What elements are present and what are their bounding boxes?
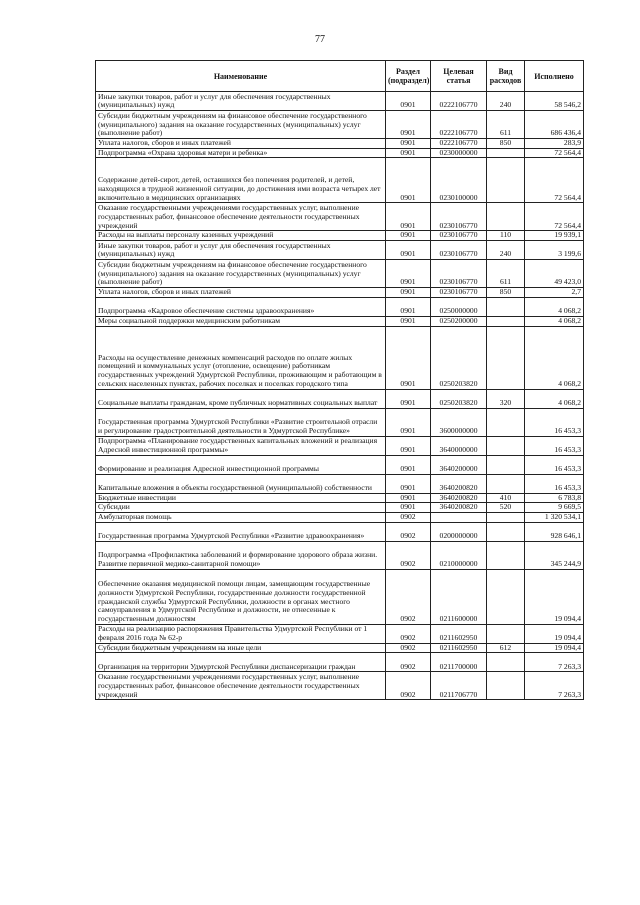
row-section: 0901 [386,326,431,389]
row-kind [487,474,525,493]
row-kind [487,624,525,643]
row-amount: 19 094,4 [525,569,584,624]
row-amount: 19 094,4 [525,643,584,653]
row-name: Государственная программа Удмуртской Республики «Развитие строительной отрасли и регулирование градостроительной деятельности в Удмуртской Республике» [96,408,386,436]
row-kind: 611 [487,260,525,288]
table-row [96,672,584,700]
table-row [96,148,584,158]
row-kind [487,408,525,436]
row-section: 0902 [386,541,431,569]
row-amount: 6 783,8 [525,493,584,503]
row-section: 0901 [386,111,431,139]
row-section: 0901 [386,148,431,158]
row-name: Подпрограмма «Планирование государственных капитальных вложений и реализация Адресной инвестиционной программы» [96,436,386,455]
row-section: 0901 [386,316,431,326]
row-amount: 3 199,6 [525,241,584,260]
row-target: 3640200820 [431,474,487,493]
row-name: Государственная программа Удмуртской Республики «Развитие здравоохранения» [96,522,386,541]
row-amount: 7 263,3 [525,653,584,672]
row-amount: 19 094,4 [525,624,584,643]
table-row [96,522,584,541]
row-kind [487,436,525,455]
row-section: 0901 [386,503,431,513]
row-section: 0902 [386,569,431,624]
row-kind: 110 [487,231,525,241]
row-section: 0902 [386,512,431,522]
row-section: 0902 [386,624,431,643]
table-row [96,624,584,643]
row-kind [487,326,525,389]
row-amount: 58 546,2 [525,92,584,111]
row-name: Иные закупки товаров, работ и услуг для обеспечения государственных (муниципальных) нужд [96,92,386,111]
table-row [96,503,584,513]
header-amount: Исполнено [525,61,584,92]
table-row [96,512,584,522]
row-name: Оказание государственными учреждениями государственных услуг, выполнение государственных работ, финансовое обеспечение деятельности государственных учреждений [96,672,386,700]
row-amount: 283,9 [525,139,584,149]
row-section: 0901 [386,493,431,503]
row-section: 0901 [386,158,431,203]
row-section: 0901 [386,455,431,474]
row-name: Расходы на выплаты персоналу казенных учреждений [96,231,386,241]
row-kind [487,455,525,474]
row-section: 0901 [386,139,431,149]
row-name: Меры социальной поддержки медицинским работникам [96,316,386,326]
row-name: Подпрограмма «Профилактика заболеваний и формирование здорового образа жизни. Развитие первичной медико-санитарной помощи» [96,541,386,569]
header-target: Целевая статья [431,61,487,92]
row-section: 0901 [386,474,431,493]
table-row [96,569,584,624]
row-name: Обеспечение оказания медицинской помощи лицам, замещающим государственные должности Удмуртской Республики, государственные должности государственной гражданской службы Удмуртской Республики, должности в органах местного самоуправления в Удмуртской Республике и должности, не отнесенные к государственным должностям [96,569,386,624]
table-row [96,474,584,493]
row-target: 3640200000 [431,455,487,474]
row-amount: 7 263,3 [525,672,584,700]
row-name: Уплата налогов, сборов и иных платежей [96,288,386,298]
row-section: 0901 [386,92,431,111]
row-target: 0230106770 [431,203,487,231]
row-name: Субсидии бюджетным учреждениям на иные цели [96,643,386,653]
row-amount: 686 436,4 [525,111,584,139]
row-section: 0901 [386,203,431,231]
row-target: 0222106770 [431,111,487,139]
table-row [96,241,584,260]
header-name: Наименование [96,61,386,92]
row-name: Субсидии бюджетным учреждениям на финансовое обеспечение государственного (муниципального) задания на оказание государственных (муниципальных) услуг (выполнение работ) [96,111,386,139]
row-kind: 850 [487,139,525,149]
row-name: Субсидии бюджетным учреждениям на финансовое обеспечение государственного (муниципального) задания на оказание государственных (муниципальных) услуг (выполнение работ) [96,260,386,288]
table-row [96,643,584,653]
row-amount: 4 068,2 [525,297,584,316]
row-kind: 611 [487,111,525,139]
row-name: Уплата налогов, сборов и иных платежей [96,139,386,149]
row-target: 0200000000 [431,522,487,541]
table-row [96,653,584,672]
table-row [96,408,584,436]
row-kind [487,541,525,569]
row-kind [487,158,525,203]
row-amount: 16 453,3 [525,408,584,436]
table-row [96,297,584,316]
row-amount: 4 068,2 [525,389,584,408]
header-section: Раздел (подраздел) [386,61,431,92]
budget-table [95,60,584,700]
table-row [96,389,584,408]
table-row [96,92,584,111]
row-target: 0211602950 [431,643,487,653]
row-section: 0901 [386,260,431,288]
table-row [96,455,584,474]
table-row [96,158,584,203]
row-amount: 4 068,2 [525,316,584,326]
row-target: 0250203820 [431,389,487,408]
row-target: 0222106770 [431,139,487,149]
row-name: Иные закупки товаров, работ и услуг для обеспечения государственных (муниципальных) нужд [96,241,386,260]
row-amount: 16 453,3 [525,455,584,474]
row-name: Расходы на осуществление денежных компенсаций расходов по оплате жилых помещений и коммунальных услуг (отопление, освещение) работникам государственных учреждений Удмуртской Республики, проживающим и работающим в сельских населенных пунктах, рабочих поселках и поселках городского типа [96,326,386,389]
row-target: 0230106770 [431,231,487,241]
row-section: 0901 [386,297,431,316]
row-target: 0230100000 [431,158,487,203]
row-kind [487,148,525,158]
row-kind [487,316,525,326]
row-kind: 612 [487,643,525,653]
table-row [96,139,584,149]
row-name: Расходы на реализацию распоряжения Правительства Удмуртской Республики от 1 февраля 2016 года № 62-р [96,624,386,643]
row-kind [487,512,525,522]
table-row [96,541,584,569]
row-target: 0230106770 [431,241,487,260]
row-section: 0901 [386,241,431,260]
row-target: 3640200820 [431,503,487,513]
row-target: 0222106770 [431,92,487,111]
row-name: Содержание детей-сирот, детей, оставшихся без попечения родителей, и детей, находящихся в трудной жизненной ситуации, до достижения ими возраста четырех лет включительно в медицинских организациях [96,158,386,203]
row-target: 3640000000 [431,436,487,455]
table-row [96,260,584,288]
row-kind [487,297,525,316]
row-target: 0211706770 [431,672,487,700]
row-kind: 520 [487,503,525,513]
table-row [96,203,584,231]
row-section: 0901 [386,231,431,241]
row-target: 3640200820 [431,493,487,503]
row-name: Оказание государственными учреждениями государственных услуг, выполнение государственных работ, финансовое обеспечение деятельности государственных учреждений [96,203,386,231]
row-name: Формирование и реализация Адресной инвестиционной программы [96,455,386,474]
row-amount: 19 939,1 [525,231,584,241]
row-amount: 9 669,5 [525,503,584,513]
row-target: 0210000000 [431,541,487,569]
row-amount: 928 646,1 [525,522,584,541]
row-target: 0250000000 [431,297,487,316]
row-amount: 1 320 534,1 [525,512,584,522]
row-name: Организация на территории Удмуртской Республики диспансеризации граждан [96,653,386,672]
row-kind [487,672,525,700]
row-amount: 345 244,9 [525,541,584,569]
row-target [431,512,487,522]
row-amount: 72 564,4 [525,203,584,231]
row-amount: 16 453,3 [525,474,584,493]
row-amount: 72 564,4 [525,148,584,158]
table-header-row [96,61,584,92]
row-target: 0211600000 [431,569,487,624]
row-amount: 16 453,3 [525,436,584,455]
row-name: Социальные выплаты гражданам, кроме публичных нормативных социальных выплат [96,389,386,408]
row-target: 0211602950 [431,624,487,643]
table-row [96,288,584,298]
row-name: Капитальные вложения в объекты государственной (муниципальной) собственности [96,474,386,493]
row-name: Бюджетные инвестиции [96,493,386,503]
row-target: 0250200000 [431,316,487,326]
row-kind: 850 [487,288,525,298]
row-target: 0211700000 [431,653,487,672]
row-target: 0230106770 [431,260,487,288]
page-number: 77 [315,34,325,45]
row-kind [487,203,525,231]
table-row [96,326,584,389]
header-kind: Вид расходов [487,61,525,92]
row-kind [487,522,525,541]
row-section: 0901 [386,288,431,298]
row-amount: 72 564,4 [525,158,584,203]
row-name: Субсидии [96,503,386,513]
table-row [96,436,584,455]
row-target: 3600000000 [431,408,487,436]
row-section: 0902 [386,653,431,672]
row-amount: 4 068,2 [525,326,584,389]
row-kind: 240 [487,241,525,260]
row-target: 0250203820 [431,326,487,389]
row-section: 0901 [386,408,431,436]
row-section: 0902 [386,643,431,653]
table-row [96,111,584,139]
row-kind: 410 [487,493,525,503]
row-amount: 49 423,0 [525,260,584,288]
row-section: 0901 [386,389,431,408]
row-target: 0230106770 [431,288,487,298]
table-row [96,231,584,241]
row-section: 0902 [386,672,431,700]
row-kind [487,653,525,672]
row-target: 0230000000 [431,148,487,158]
row-name: Амбулаторная помощь [96,512,386,522]
row-name: Подпрограмма «Охрана здоровья матери и ребенка» [96,148,386,158]
row-amount: 2,7 [525,288,584,298]
table-body [96,92,584,700]
row-name: Подпрограмма «Кадровое обеспечение системы здравоохранения» [96,297,386,316]
table-row [96,316,584,326]
row-kind: 240 [487,92,525,111]
row-section: 0901 [386,436,431,455]
row-section: 0902 [386,522,431,541]
row-kind: 320 [487,389,525,408]
row-kind [487,569,525,624]
